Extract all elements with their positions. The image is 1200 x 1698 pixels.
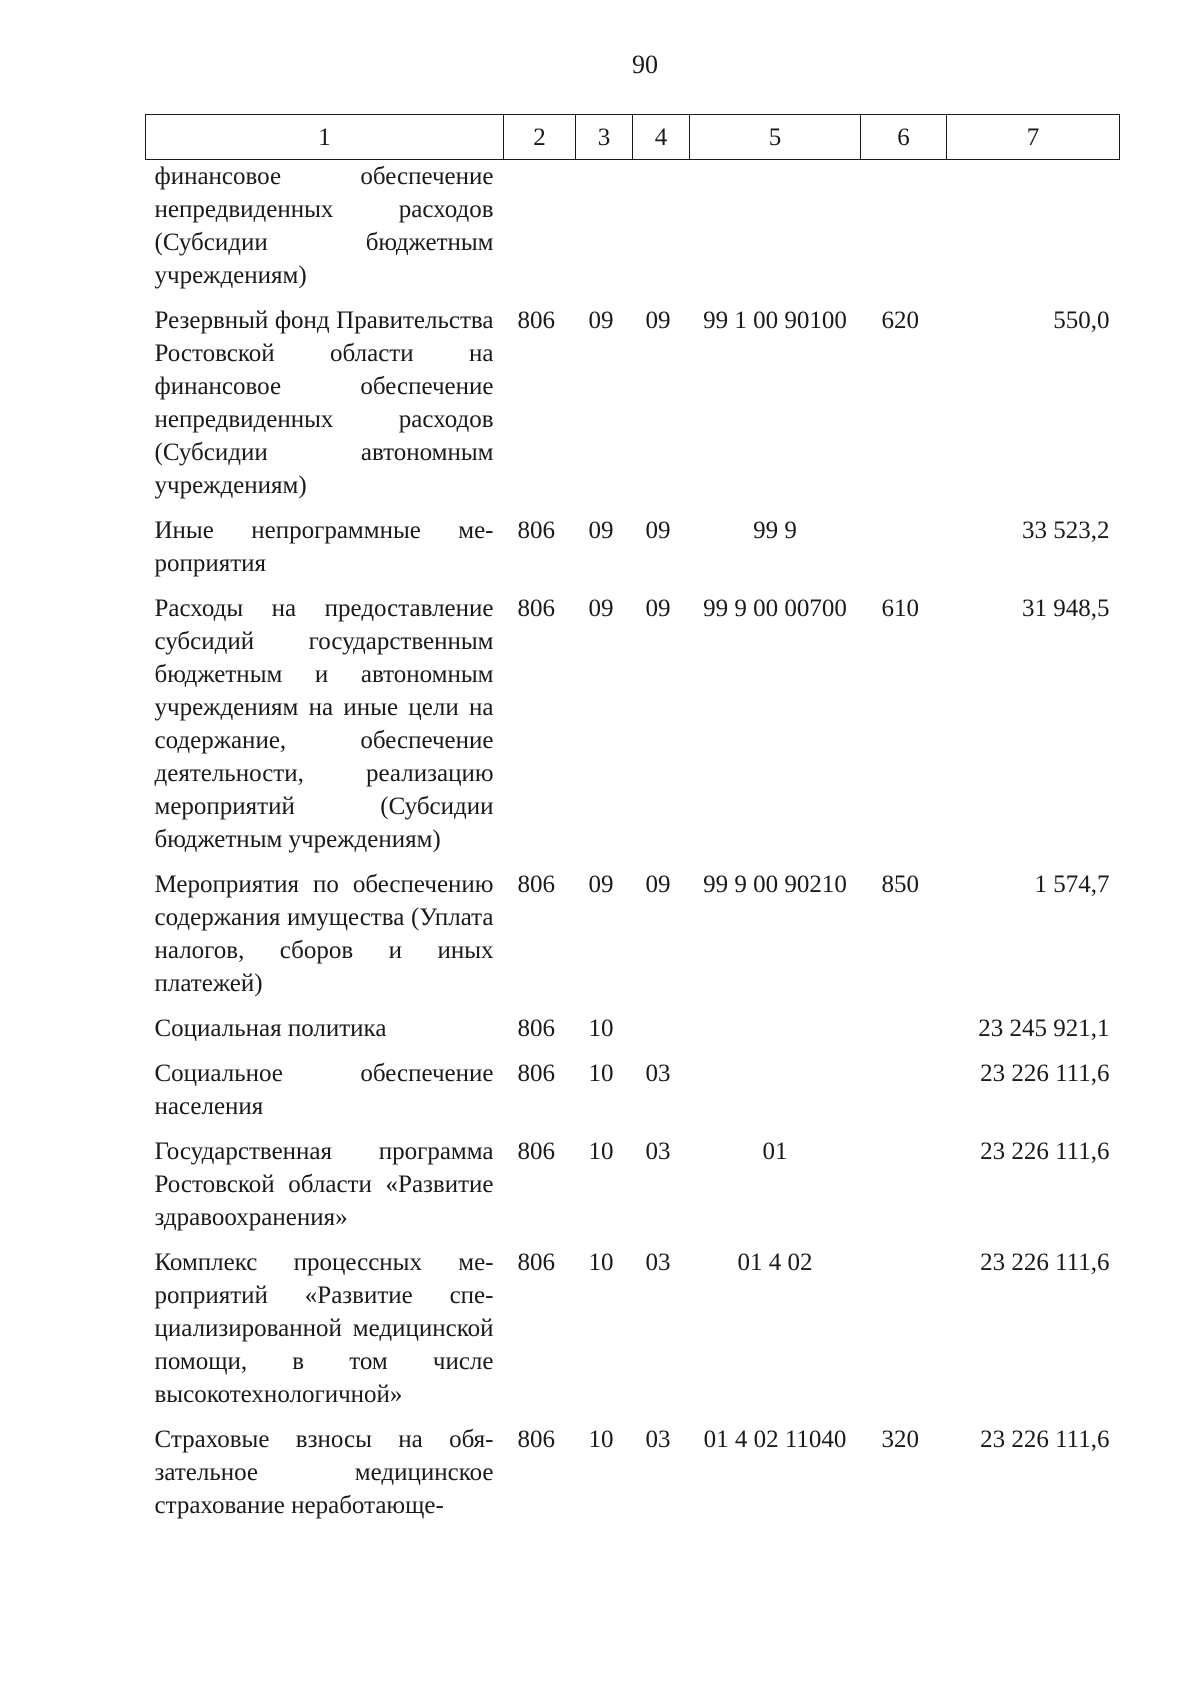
row-code-4: 09 <box>645 517 671 544</box>
row-code-5 <box>690 160 861 305</box>
row-code-6 <box>861 1135 947 1246</box>
row-name-cell <box>146 1246 504 1423</box>
row-code-3: 10 <box>588 1426 614 1453</box>
row-code-4: 09 <box>645 595 671 622</box>
row-code-4 <box>633 1012 690 1057</box>
row-amount: 23 226 111,6 <box>980 1426 1110 1453</box>
row-code-2 <box>504 160 576 305</box>
row-code-5: 99 9 00 00700 <box>703 595 847 622</box>
row-code-6 <box>861 1246 947 1423</box>
row-name-cell <box>146 868 504 1012</box>
header-col-7: 7 <box>947 115 1120 160</box>
row-name: Комплекс процессных мероприятий «Развитие специализированной медицинской помощи, в том числе высокотехнологичной» <box>154 1249 494 1408</box>
table-row <box>146 868 1120 1012</box>
row-code-3: 10 <box>588 1249 614 1276</box>
row-code-6: 320 <box>881 1426 919 1453</box>
row-code-5: 01 <box>762 1138 788 1165</box>
row-amount: 550,0 <box>1053 307 1110 334</box>
row-code-2: 806 <box>517 1015 555 1042</box>
row-name: Резервный фонд Правительства Ростовской области на финансовое обеспечение непредвиденных расходов (Субсидии автономным учреждениям) <box>154 307 494 499</box>
row-code-5 <box>690 1057 861 1135</box>
row-code-5: 01 4 02 <box>737 1249 813 1276</box>
row-code-2: 806 <box>517 307 555 334</box>
row-code-4: 03 <box>645 1060 671 1087</box>
budget-table <box>145 114 1120 1534</box>
row-name: Расходы на предоставление субсидий государственным бюджетным и автономным учреждениям на иные цели на содержание, обеспечение деятельности, реализацию мероприятий (Субсидии бюджетным учреждениям) <box>154 595 494 853</box>
row-amount: 1 574,7 <box>1034 871 1110 898</box>
row-code-6 <box>861 160 947 305</box>
row-code-5: 99 9 <box>753 517 797 544</box>
row-code-6: 620 <box>881 307 919 334</box>
row-code-3: 10 <box>588 1060 614 1087</box>
row-code-3: 09 <box>588 517 614 544</box>
table-body <box>146 160 1120 1535</box>
row-code-5 <box>690 1012 861 1057</box>
table-row <box>146 304 1120 514</box>
row-name-cell <box>146 304 504 514</box>
row-code-5: 01 4 02 11040 <box>703 1426 847 1453</box>
header-col-4: 4 <box>633 115 690 160</box>
row-name: Социальная политика <box>154 1015 387 1042</box>
header-col-2: 2 <box>504 115 576 160</box>
row-amount <box>947 160 1120 305</box>
row-name: Страховые взносы на обязательное медицинское страхование неработающе- <box>154 1426 494 1519</box>
row-code-2: 806 <box>517 1249 555 1276</box>
row-amount: 23 226 111,6 <box>980 1138 1110 1165</box>
row-code-3: 09 <box>588 595 614 622</box>
table-row <box>146 1057 1120 1135</box>
header-col-6: 6 <box>861 115 947 160</box>
row-code-6: 610 <box>881 595 919 622</box>
row-code-3: 10 <box>588 1138 614 1165</box>
table-row <box>146 592 1120 868</box>
row-amount: 23 226 111,6 <box>980 1249 1110 1276</box>
table-row <box>146 160 1120 305</box>
header-col-5: 5 <box>690 115 861 160</box>
row-code-2: 806 <box>517 871 555 898</box>
table-row <box>146 1135 1120 1246</box>
page-number: 90 <box>632 50 658 79</box>
table-row <box>146 514 1120 592</box>
row-code-4: 03 <box>645 1138 671 1165</box>
row-code-6 <box>861 514 947 592</box>
row-code-4 <box>633 160 690 305</box>
row-amount: 31 948,5 <box>1022 595 1110 622</box>
row-code-2: 806 <box>517 1060 555 1087</box>
row-code-3: 10 <box>588 1015 614 1042</box>
row-code-6 <box>861 1012 947 1057</box>
table-header <box>146 115 1120 160</box>
row-code-6: 850 <box>881 871 919 898</box>
header-col-1: 1 <box>146 115 504 160</box>
row-code-5: 99 9 00 90210 <box>703 871 847 898</box>
row-code-4: 09 <box>645 307 671 334</box>
row-name: финансовое обеспечение непредвиденных расходов (Субсидии бюджетным учреждениям) <box>154 163 494 289</box>
row-name: Социальное обеспечение населения <box>154 1060 494 1120</box>
row-code-3 <box>576 160 633 305</box>
row-code-3: 09 <box>588 307 614 334</box>
header-col-3: 3 <box>576 115 633 160</box>
row-amount: 23 245 921,1 <box>978 1015 1110 1042</box>
row-code-2: 806 <box>517 1138 555 1165</box>
row-name: Мероприятия по обеспечению содержания имущества (Уплата налогов, сборов и иных платежей) <box>154 871 494 997</box>
row-name: Государственная программа Ростовской области «Развитие здравоохранения» <box>154 1138 494 1231</box>
row-code-5: 99 1 00 90100 <box>703 307 847 334</box>
row-code-4: 03 <box>645 1249 671 1276</box>
row-code-2: 806 <box>517 595 555 622</box>
row-code-3: 09 <box>588 871 614 898</box>
row-code-2: 806 <box>517 517 555 544</box>
row-name-cell <box>146 1012 504 1057</box>
row-code-2: 806 <box>517 1426 555 1453</box>
row-code-6 <box>861 1057 947 1135</box>
row-name: Иные непрограммные мероприятия <box>154 517 494 577</box>
table-row <box>146 1246 1120 1423</box>
row-name-cell <box>146 1057 504 1135</box>
row-name-cell <box>146 160 504 305</box>
row-name-cell <box>146 592 504 868</box>
row-code-4: 09 <box>645 871 671 898</box>
row-name-cell <box>146 1423 504 1534</box>
row-code-4: 03 <box>645 1426 671 1453</box>
row-amount: 23 226 111,6 <box>980 1060 1110 1087</box>
row-name-cell <box>146 1135 504 1246</box>
header-row <box>146 115 1120 160</box>
row-amount: 33 523,2 <box>1022 517 1110 544</box>
table-row <box>146 1012 1120 1057</box>
table-row <box>146 1423 1120 1534</box>
row-name-cell <box>146 514 504 592</box>
